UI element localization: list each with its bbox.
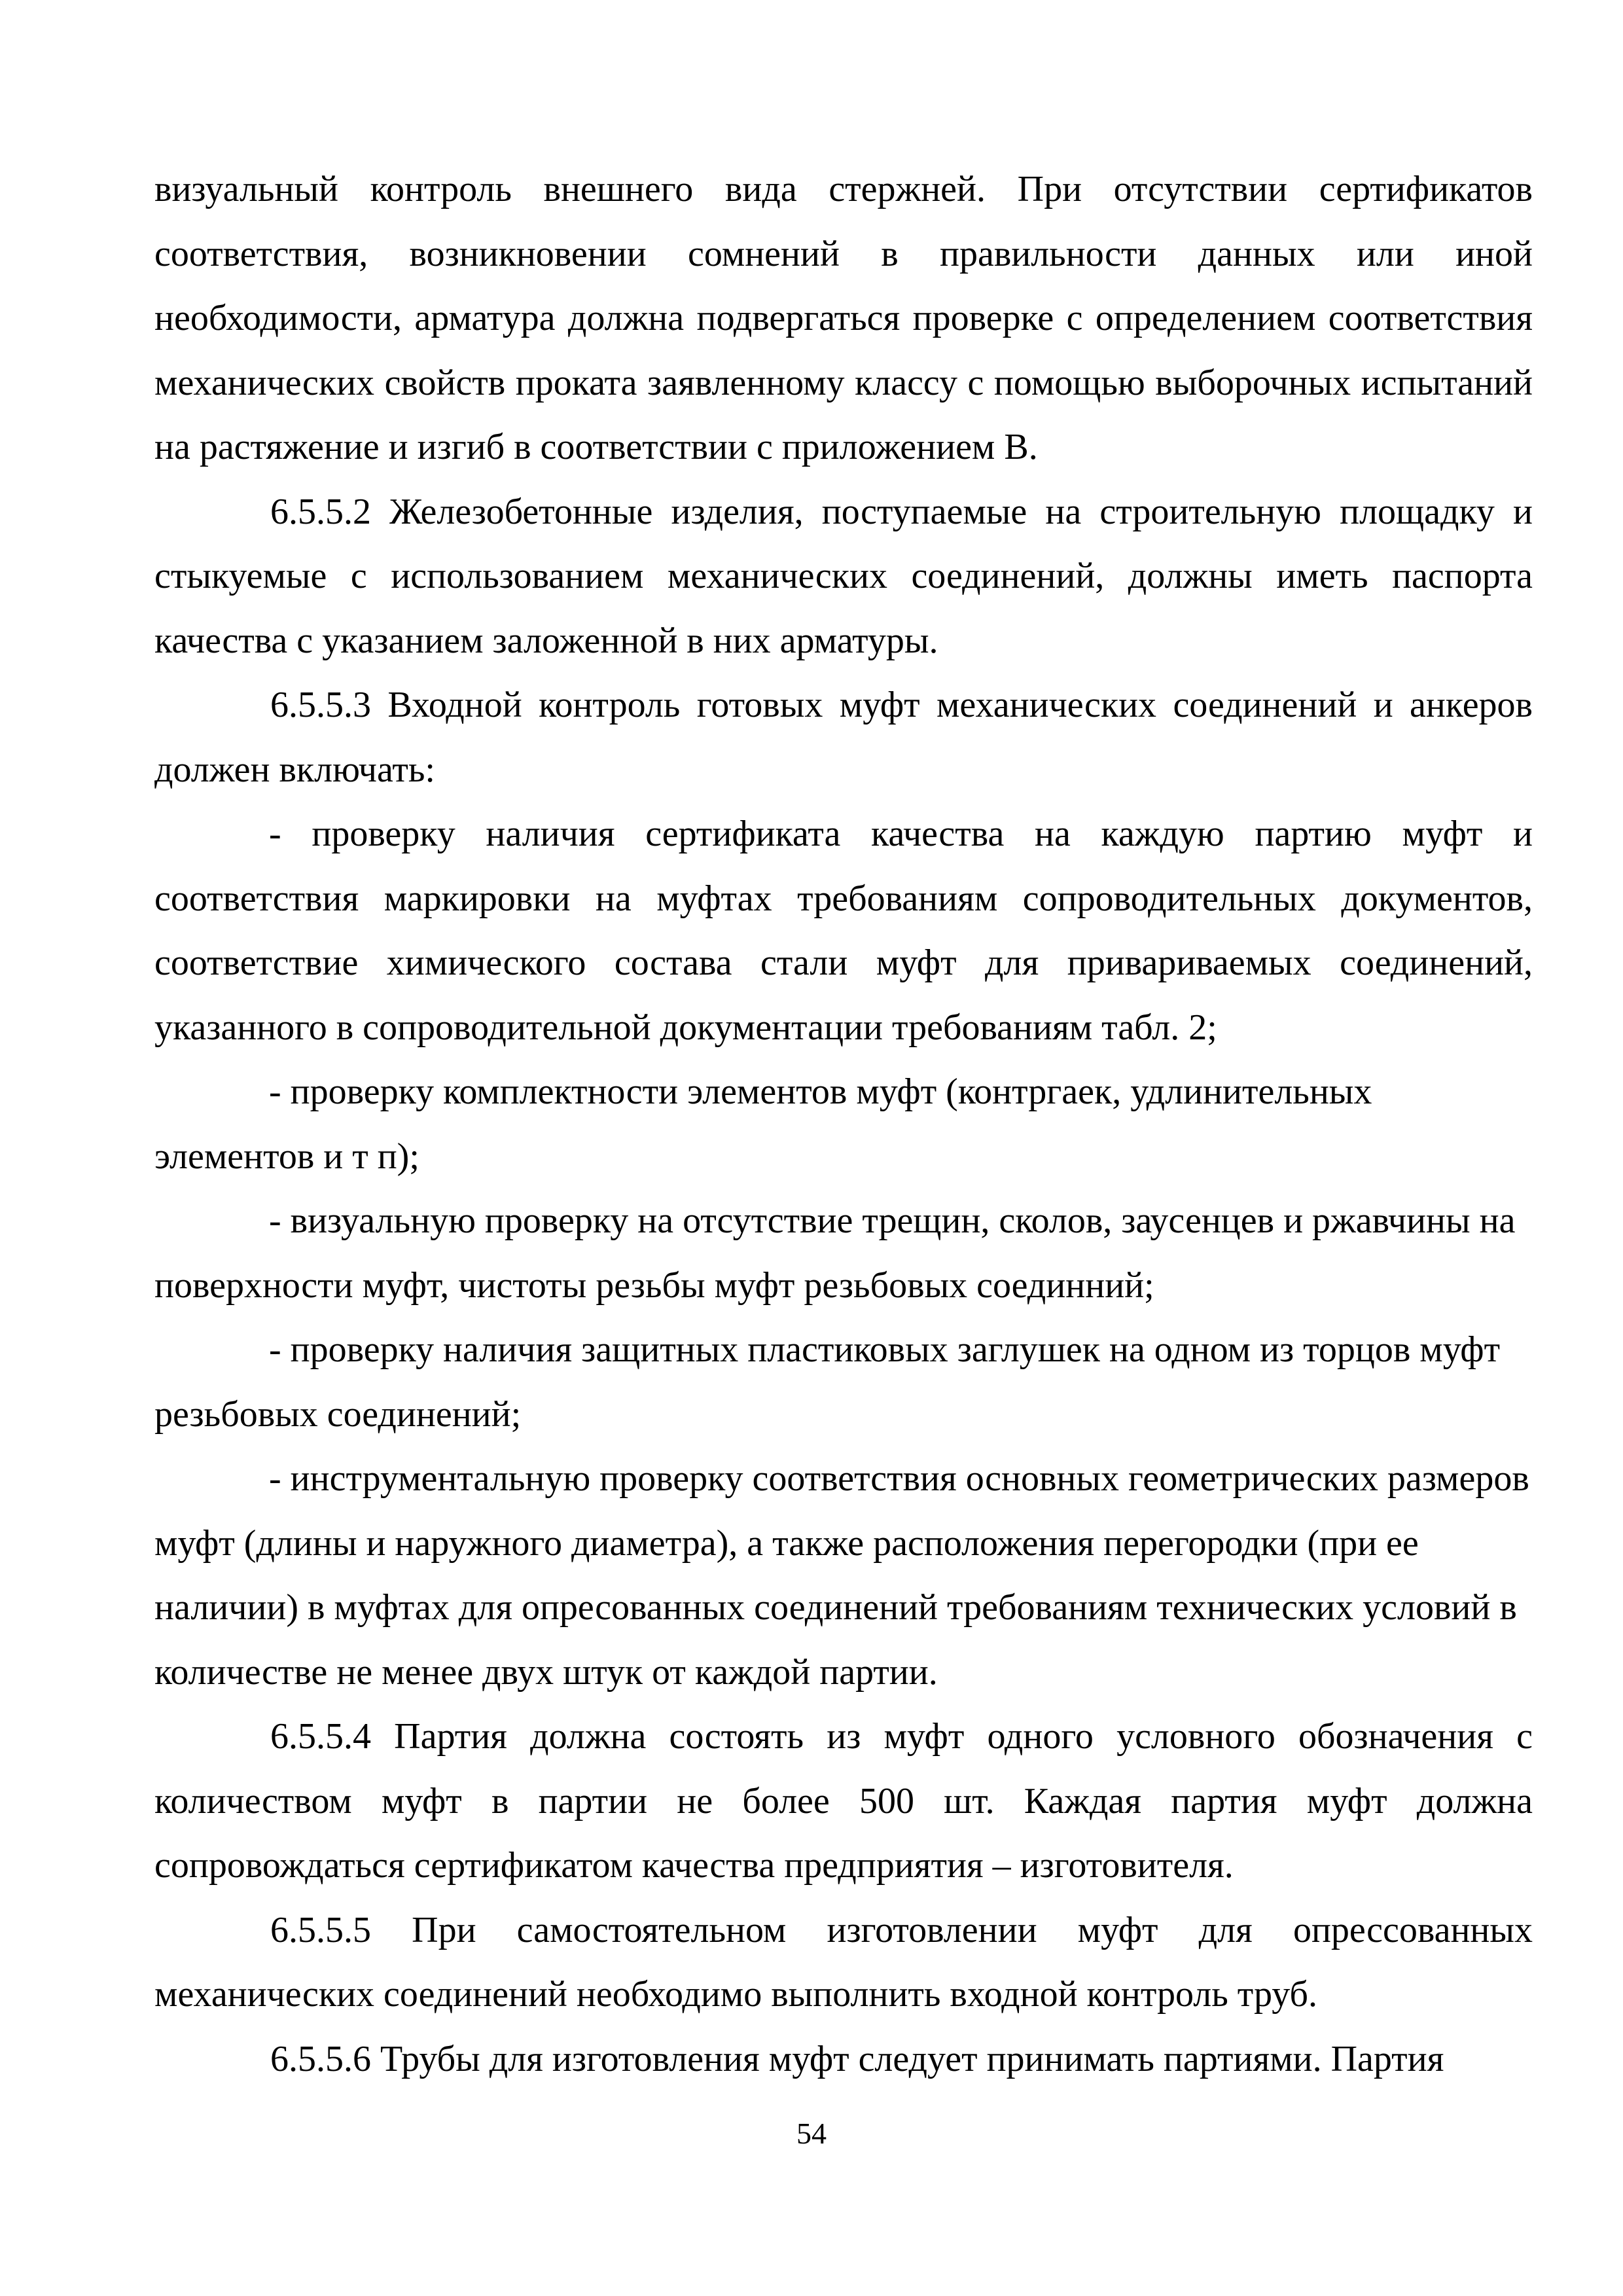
document-body bbox=[154, 157, 1533, 2091]
list-item-plug-check: - проверку наличия защитных пластиковых заглушек на одном из торцов муфт резьбовых соединений; bbox=[154, 1329, 1501, 1435]
paragraph-6-5-5-5: 6.5.5.5 При самостоятельном изготовлении муфт для опрессованных механических соединений необходимо выполнить входной контроль труб. bbox=[154, 1909, 1533, 2015]
paragraph-6-5-5-6: 6.5.5.6 Трубы для изготовления муфт следует принимать партиями. Партия bbox=[270, 2038, 1444, 2079]
page-number: 54 bbox=[796, 2117, 827, 2150]
paragraph-visual-control: визуальный контроль внешнего вида стержней. При отсутствии сертификатов соответствия, возникновении сомнений в правильности данных или иной необходимости, арматура должна подвергаться проверке с определением соответствия механических свойств проката заявленному классу с помощью выборочных испытаний на растяжение и изгиб в соответствии с приложением В. bbox=[154, 169, 1533, 467]
list-item-certificate-check: - проверку наличия сертификата качества на каждую партию муфт и соответствия маркировки на муфтах требованиям сопроводительных документов, соответствие химического состава стали муфт для привариваемых соединений, указанного в сопроводительной документации требованиям табл. 2; bbox=[154, 814, 1533, 1048]
list-item-completeness-check: - проверку комплектности элементов муфт (контргаек, удлинительных элементов и т п); bbox=[154, 1071, 1372, 1177]
list-item-instrumental-check: - инструментальную проверку соответствия основных геометрических размеров муфт (длины и наружного диаметра), а также расположения перегородки (при ее наличии) в муфтах для опресованных соединений требованиям технических условий в количестве не менее двух штук от каждой партии. bbox=[154, 1458, 1529, 1693]
paragraph-6-5-5-2: 6.5.5.2 Железобетонные изделия, поступаемые на строительную площадку и стыкуемые с использованием механических соединений, должны иметь паспорта качества с указанием заложенной в них арматуры. bbox=[154, 491, 1533, 661]
paragraph-6-5-5-3: 6.5.5.3 Входной контроль готовых муфт механических соединений и анкеров должен включать: bbox=[154, 685, 1533, 790]
list-item-visual-check: - визуальную проверку на отсутствие трещин, сколов, заусенцев и ржавчины на поверхности муфт, чистоты резьбы муфт резьбовых соединний; bbox=[154, 1200, 1516, 1306]
paragraph-6-5-5-4: 6.5.5.4 Партия должна состоять из муфт одного условного обозначения с количеством муфт в партии не более 500 шт. Каждая партия муфт должна сопровождаться сертификатом качества предприятия – изготовителя. bbox=[154, 1716, 1533, 1886]
